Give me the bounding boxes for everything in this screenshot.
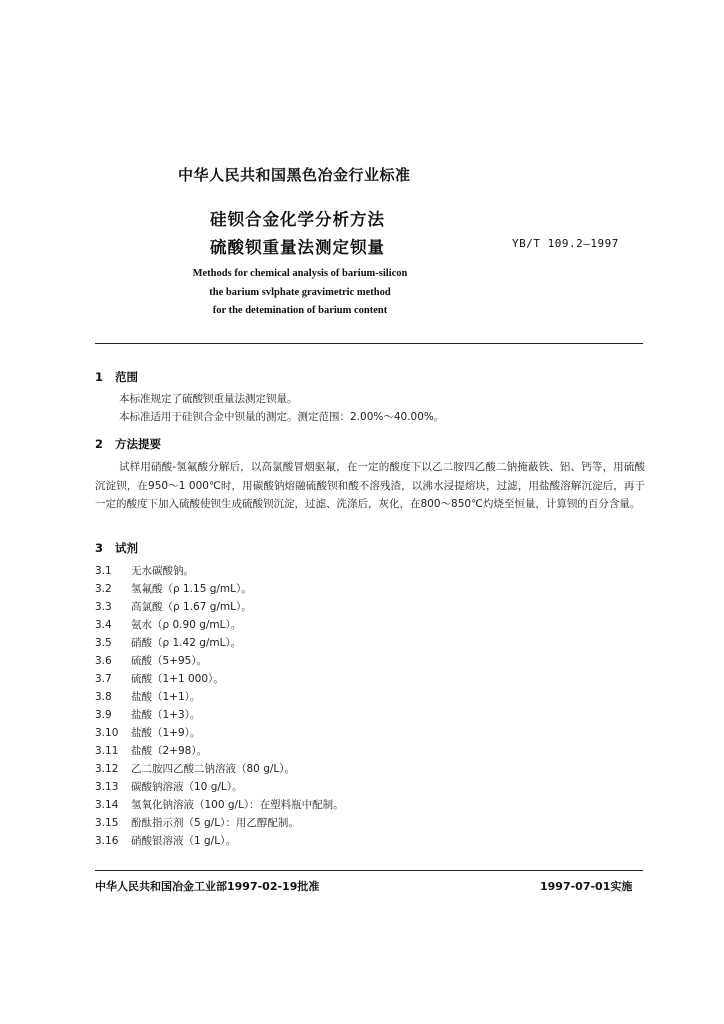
reagent-item [95,653,207,668]
reagent-text: 盐酸（2+98）。 [131,745,208,757]
reagent-number: 3.5 [95,637,112,649]
reagent-text: 硫酸（1+1 000）。 [131,673,224,685]
footer-divider [95,870,643,871]
reagent-text: 盐酸（1+1）。 [131,691,201,703]
issuer-heading: 中华人民共和国黑色冶金行业标准 [178,166,411,184]
reagent-number: 3.14 [95,799,119,811]
reagent-number: 3.1 [95,565,112,577]
reagent-text: 碳酸钠溶液（10 g/L）。 [131,781,243,793]
title-en-line3: for the detemination of barium content [212,305,388,316]
reagent-text: 盐酸（1+9）。 [131,727,201,739]
reagent-number: 3.4 [95,619,112,631]
section-1-heading [95,369,138,385]
reagent-item [95,581,252,596]
reagent-item [95,599,252,614]
reagent-item [95,833,236,848]
standard-code: YB/T 109.2—1997 [512,237,619,250]
reagent-item [95,635,241,650]
title-en-line1: Methods for chemical analysis of barium-silicon [192,268,408,279]
section-2-title: 方法提要 [115,437,161,451]
reagent-item [95,707,200,722]
reagent-text: 硝酸（ρ 1.42 g/mL）。 [131,637,242,649]
title-cn-line2: 硫酸钡重量法测定钡量 [210,238,385,257]
reagent-number: 3.8 [95,691,112,703]
reagent-text: 乙二胺四乙酸二钠溶液（80 g/L）。 [131,763,296,775]
section-3-title: 试剂 [115,541,138,555]
reagent-number: 3.3 [95,601,112,613]
reagent-text: 硝酸银溶液（1 g/L）。 [131,835,236,847]
reagent-item [95,617,241,632]
reagent-text: 盐酸（1+3）。 [131,709,201,721]
reagent-item [95,563,194,578]
section-2-number: 2 [95,437,104,451]
reagent-text: 无水碳酸钠。 [131,565,194,577]
reagent-number: 3.13 [95,781,119,793]
reagent-item [95,761,295,776]
section-1-number: 1 [95,370,104,384]
reagent-item [95,743,207,758]
reagent-text: 高氯酸（ρ 1.67 g/mL）。 [131,601,252,613]
reagent-number: 3.2 [95,583,112,595]
reagent-number: 3.7 [95,673,112,685]
reagent-text: 氢氧化钠溶液（100 g/L）：在塑料瓶中配制。 [131,799,344,811]
reagent-text: 氢氟酸（ρ 1.15 g/mL）。 [131,583,252,595]
reagent-number: 3.6 [95,655,112,667]
section-3-number: 3 [95,541,104,555]
reagent-text: 氨水（ρ 0.90 g/mL）。 [131,619,242,631]
reagent-item [95,725,200,740]
reagent-text: 酚酞指示剂（5 g/L）：用乙醇配制。 [131,817,299,829]
reagent-number: 3.11 [95,745,119,757]
section-2-paragraph: 试样用硝酸-氢氟酸分解后，以高氯酸冒烟驱氟，在一定的酸度下以乙二胺四乙酸二钠掩蔽铁、铝、钙等，用硫酸沉淀钡，在950～1 000℃时，用碳酸钠熔融硫酸钡和酸不溶残渣，以沸水浸提熔块，过滤，用盐酸溶解沉淀后，再于一定的酸度下加入硫酸使钡生成硫酸钡沉淀，过滤、洗涤后，灰化，在800～850℃灼烧至恒量，计算钡的百分含量。 [95,461,645,510]
top-divider [95,343,643,344]
section-2-heading [95,436,161,452]
implementation-date: 1997-07-01实施 [540,880,633,893]
reagent-number: 3.9 [95,709,112,721]
reagent-number: 3.12 [95,763,119,775]
reagent-number: 3.16 [95,835,119,847]
approval-line: 中华人民共和国冶金工业部1997-02-19批准 [95,880,320,893]
reagent-number: 3.15 [95,817,119,829]
title-en-line2: the barium svlphate gravimetric method [209,287,391,298]
reagent-item [95,671,224,686]
reagent-item [95,689,200,704]
reagent-number: 3.10 [95,727,119,739]
reagent-item [95,779,243,794]
section-1-title: 范围 [115,370,138,384]
section-1-para-2: 本标准适用于硅钡合金中钡量的测定。测定范围：2.00%～40.00%。 [119,411,445,423]
section-1-para-1: 本标准规定了硫酸钡重量法测定钡量。 [119,393,298,405]
reagent-item [95,797,344,812]
section-3-heading [95,540,138,556]
reagent-item [95,815,299,830]
title-cn-line1: 硅钡合金化学分析方法 [210,210,385,229]
reagent-text: 硫酸（5+95）。 [131,655,208,667]
